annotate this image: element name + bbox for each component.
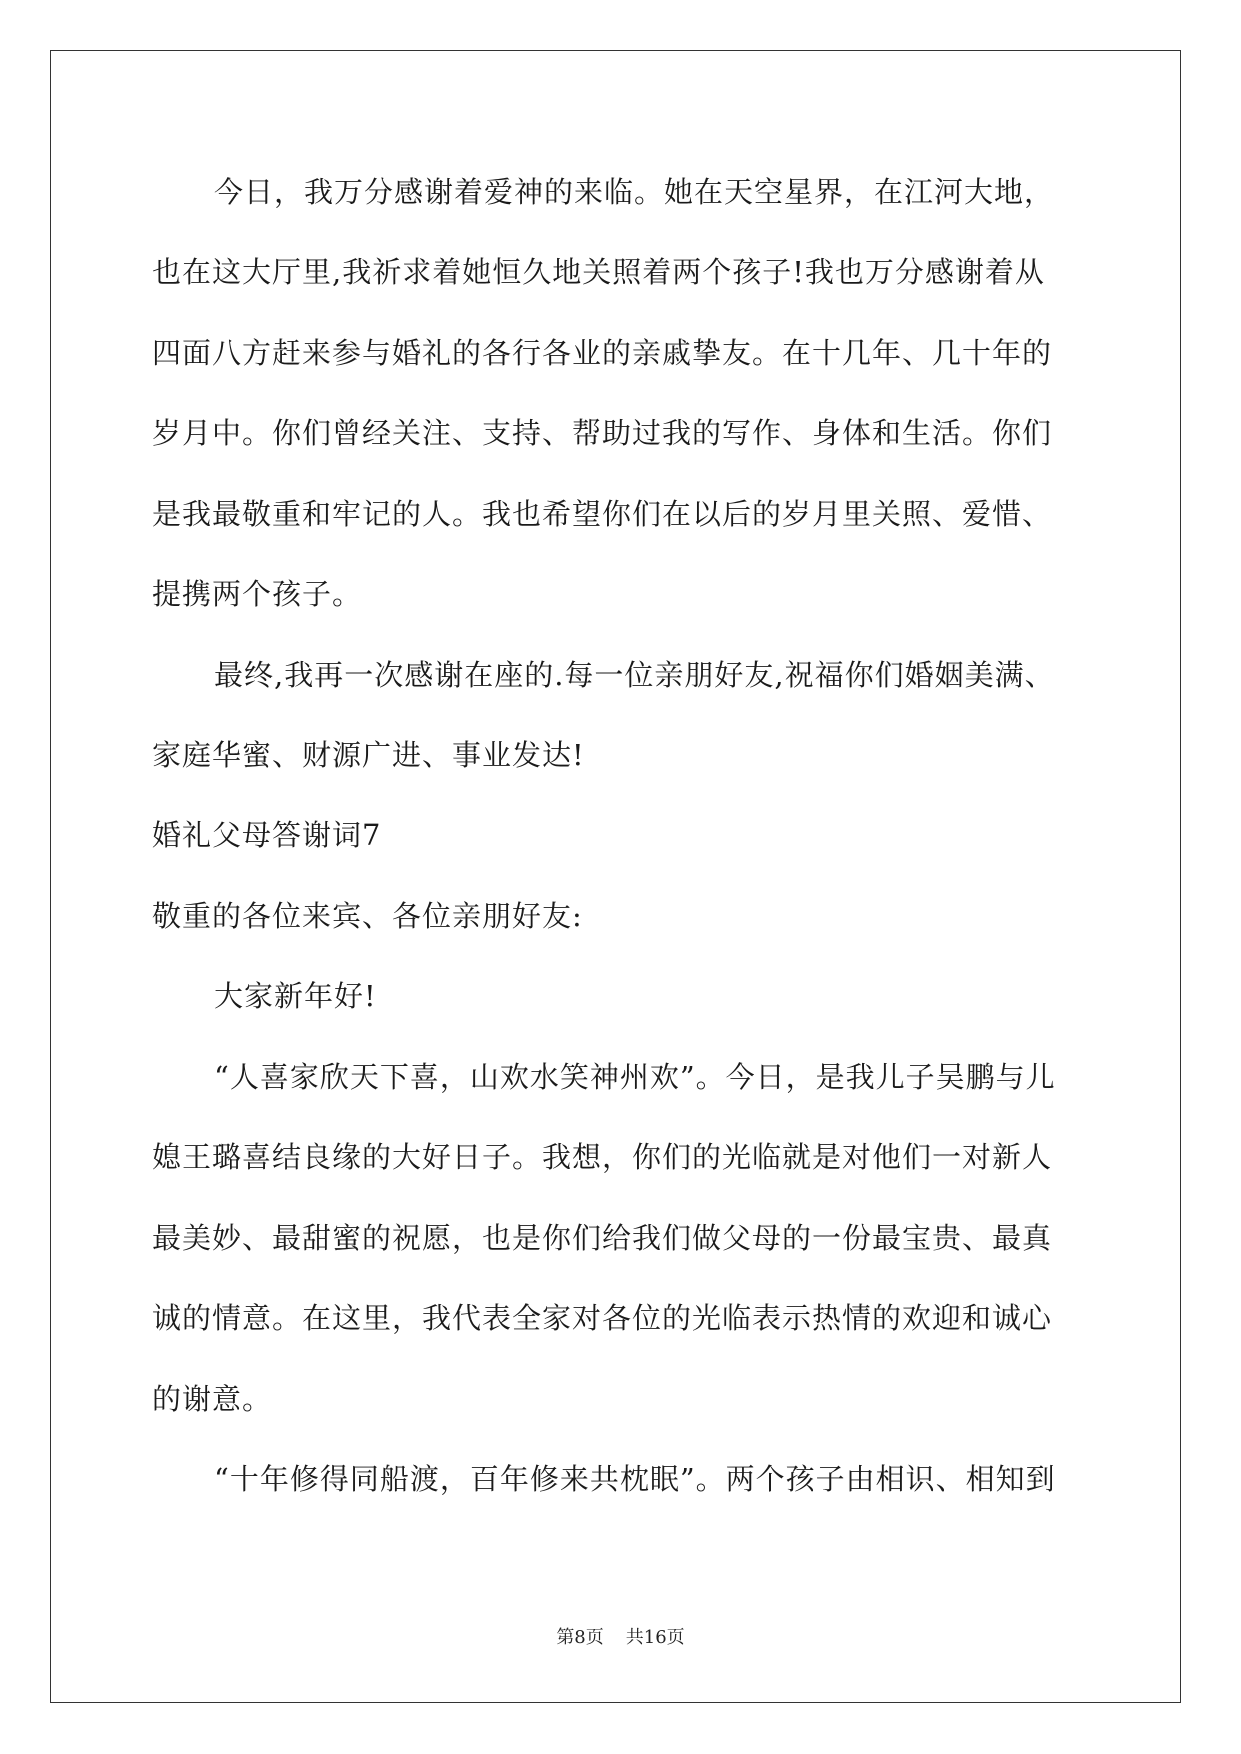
page-frame bbox=[50, 50, 1181, 1703]
body-line: 的谢意。 bbox=[152, 1382, 273, 1416]
body-line: 大家新年好! bbox=[214, 979, 377, 1013]
body-line: 四面八方赶来参与婚礼的各行各业的亲戚挚友。在十几年、几十年的 bbox=[152, 336, 1053, 370]
page-footer bbox=[0, 1626, 1241, 1650]
body-line: 是我最敬重和牢记的人。我也希望你们在以后的岁月里关照、爱惜、 bbox=[152, 497, 1053, 531]
body-line: 岁月中。你们曾经关注、支持、帮助过我的写作、身体和生活。你们 bbox=[152, 416, 1053, 450]
body-line: “十年修得同船渡，百年修来共枕眠”。两个孩子由相识、相知到 bbox=[214, 1462, 1056, 1496]
page-total: 共16页 bbox=[625, 1627, 685, 1648]
body-line: 提携两个孩子。 bbox=[152, 577, 363, 611]
body-line: 最美妙、最甜蜜的祝愿，也是你们给我们做父母的一份最宝贵、最真 bbox=[152, 1221, 1053, 1255]
salutation: 敬重的各位来宾、各位亲朋好友: bbox=[152, 899, 583, 933]
body-line: 诚的情意。在这里，我代表全家对各位的光临表示热情的欢迎和诚心 bbox=[152, 1301, 1053, 1335]
page-number: 第8页 bbox=[556, 1627, 604, 1648]
body-line: 今日，我万分感谢着爱神的来临。她在天空星界，在江河大地， bbox=[214, 175, 1055, 209]
body-line: 家庭华蜜、财源广进、事业发达! bbox=[152, 738, 585, 772]
section-heading: 婚礼父母答谢词7 bbox=[152, 818, 382, 852]
body-line: 最终,我再一次感谢在座的.每一位亲朋好友,祝福你们婚姻美满、 bbox=[214, 658, 1055, 692]
body-line: 媳王璐喜结良缘的大好日子。我想，你们的光临就是对他们一对新人 bbox=[152, 1140, 1053, 1174]
body-line: 也在这大厅里,我祈求着她恒久地关照着两个孩子!我也万分感谢着从 bbox=[152, 255, 1045, 289]
body-line: “人喜家欣天下喜，山欢水笑神州欢”。今日，是我儿子吴鹏与儿 bbox=[214, 1060, 1056, 1094]
